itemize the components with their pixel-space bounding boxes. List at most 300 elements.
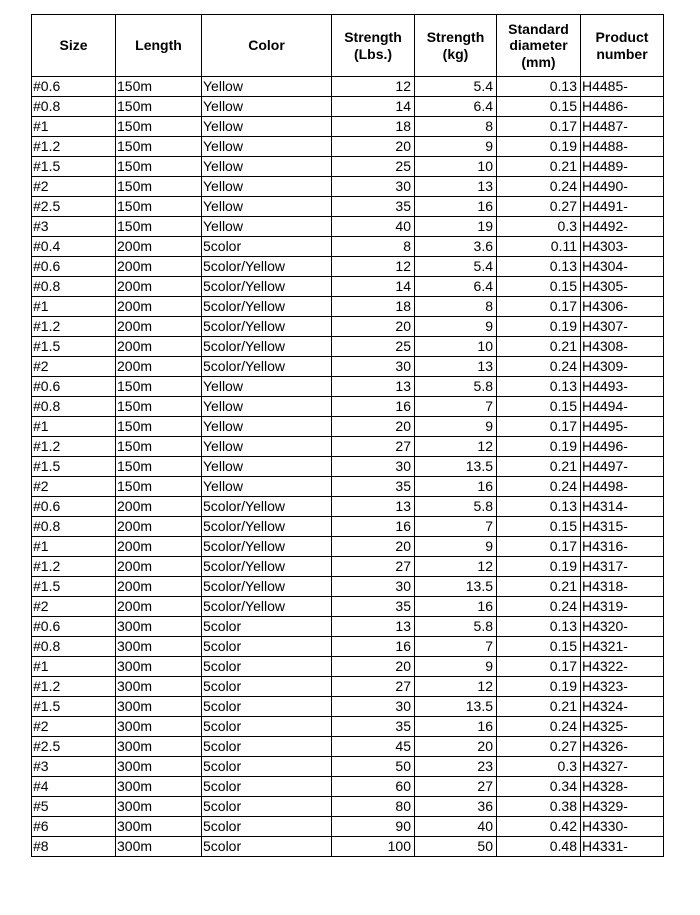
strength-kg-cell: 50 bbox=[415, 837, 497, 857]
diameter-cell: 0.13 bbox=[497, 497, 581, 517]
diameter-cell: 0.24 bbox=[497, 597, 581, 617]
length-cell: 200m bbox=[116, 597, 202, 617]
size-cell: #2 bbox=[32, 357, 116, 377]
product-number-cell: H4305- bbox=[581, 277, 664, 297]
length-cell: 200m bbox=[116, 357, 202, 377]
product-number-cell: H4318- bbox=[581, 577, 664, 597]
size-cell: #1 bbox=[32, 297, 116, 317]
size-cell: #0.6 bbox=[32, 377, 116, 397]
length-cell: 200m bbox=[116, 257, 202, 277]
table-row bbox=[32, 677, 664, 697]
strength-lbs-cell: 25 bbox=[332, 337, 415, 357]
color-cell: 5color/Yellow bbox=[202, 557, 332, 577]
size-cell: #1.2 bbox=[32, 317, 116, 337]
length-cell: 300m bbox=[116, 757, 202, 777]
product-number-cell: H4316- bbox=[581, 537, 664, 557]
size-cell: #1 bbox=[32, 117, 116, 137]
diameter-cell: 0.17 bbox=[497, 117, 581, 137]
table-row bbox=[32, 377, 664, 397]
table-row bbox=[32, 837, 664, 857]
product-number-cell: H4329- bbox=[581, 797, 664, 817]
product-number-cell: H4322- bbox=[581, 657, 664, 677]
length-cell: 150m bbox=[116, 417, 202, 437]
table-row bbox=[32, 97, 664, 117]
length-cell: 150m bbox=[116, 77, 202, 97]
product-number-cell: H4306- bbox=[581, 297, 664, 317]
color-cell: 5color bbox=[202, 657, 332, 677]
table-row bbox=[32, 617, 664, 637]
diameter-cell: 0.15 bbox=[497, 277, 581, 297]
length-cell: 200m bbox=[116, 277, 202, 297]
strength-lbs-cell: 60 bbox=[332, 777, 415, 797]
strength-kg-cell: 10 bbox=[415, 157, 497, 177]
size-cell: #8 bbox=[32, 837, 116, 857]
product-number-cell: H4327- bbox=[581, 757, 664, 777]
strength-kg-cell: 7 bbox=[415, 397, 497, 417]
diameter-cell: 0.19 bbox=[497, 557, 581, 577]
strength-lbs-cell: 45 bbox=[332, 737, 415, 757]
product-number-cell: H4303- bbox=[581, 237, 664, 257]
diameter-cell: 0.17 bbox=[497, 297, 581, 317]
product-number-cell: H4315- bbox=[581, 517, 664, 537]
product-number-cell: H4492- bbox=[581, 217, 664, 237]
table-row bbox=[32, 197, 664, 217]
color-cell: 5color bbox=[202, 817, 332, 837]
strength-kg-cell: 3.6 bbox=[415, 237, 497, 257]
size-cell: #0.6 bbox=[32, 617, 116, 637]
column-header-standard-diameter: Standard diameter (mm) bbox=[497, 15, 581, 77]
table-row bbox=[32, 657, 664, 677]
diameter-cell: 0.19 bbox=[497, 677, 581, 697]
strength-lbs-cell: 13 bbox=[332, 377, 415, 397]
color-cell: Yellow bbox=[202, 77, 332, 97]
product-number-cell: H4307- bbox=[581, 317, 664, 337]
strength-lbs-cell: 30 bbox=[332, 577, 415, 597]
length-cell: 200m bbox=[116, 537, 202, 557]
strength-kg-cell: 13 bbox=[415, 357, 497, 377]
color-cell: 5color/Yellow bbox=[202, 497, 332, 517]
size-cell: #3 bbox=[32, 217, 116, 237]
strength-lbs-cell: 27 bbox=[332, 437, 415, 457]
strength-lbs-cell: 25 bbox=[332, 157, 415, 177]
strength-kg-cell: 13 bbox=[415, 177, 497, 197]
table-row bbox=[32, 357, 664, 377]
table-row bbox=[32, 397, 664, 417]
color-cell: 5color bbox=[202, 797, 332, 817]
diameter-cell: 0.21 bbox=[497, 577, 581, 597]
diameter-cell: 0.17 bbox=[497, 537, 581, 557]
table-row bbox=[32, 177, 664, 197]
table-header-row bbox=[32, 15, 664, 77]
length-cell: 300m bbox=[116, 817, 202, 837]
diameter-cell: 0.13 bbox=[497, 617, 581, 637]
table-row bbox=[32, 237, 664, 257]
table-row bbox=[32, 777, 664, 797]
length-cell: 150m bbox=[116, 117, 202, 137]
strength-kg-cell: 12 bbox=[415, 677, 497, 697]
length-cell: 300m bbox=[116, 697, 202, 717]
color-cell: 5color/Yellow bbox=[202, 317, 332, 337]
color-cell: Yellow bbox=[202, 197, 332, 217]
table-row bbox=[32, 457, 664, 477]
diameter-cell: 0.11 bbox=[497, 237, 581, 257]
diameter-cell: 0.48 bbox=[497, 837, 581, 857]
color-cell: 5color/Yellow bbox=[202, 517, 332, 537]
size-cell: #2 bbox=[32, 717, 116, 737]
diameter-cell: 0.15 bbox=[497, 397, 581, 417]
size-cell: #2 bbox=[32, 477, 116, 497]
strength-kg-cell: 9 bbox=[415, 137, 497, 157]
size-cell: #0.8 bbox=[32, 637, 116, 657]
strength-kg-cell: 5.4 bbox=[415, 77, 497, 97]
strength-kg-cell: 8 bbox=[415, 117, 497, 137]
size-cell: #0.8 bbox=[32, 277, 116, 297]
length-cell: 150m bbox=[116, 157, 202, 177]
length-cell: 300m bbox=[116, 617, 202, 637]
color-cell: 5color bbox=[202, 697, 332, 717]
size-cell: #1.5 bbox=[32, 457, 116, 477]
length-cell: 150m bbox=[116, 477, 202, 497]
size-cell: #0.8 bbox=[32, 97, 116, 117]
diameter-cell: 0.15 bbox=[497, 637, 581, 657]
strength-lbs-cell: 14 bbox=[332, 277, 415, 297]
diameter-cell: 0.21 bbox=[497, 697, 581, 717]
diameter-cell: 0.27 bbox=[497, 197, 581, 217]
strength-kg-cell: 7 bbox=[415, 637, 497, 657]
column-header-length: Length bbox=[116, 15, 202, 77]
strength-lbs-cell: 100 bbox=[332, 837, 415, 857]
length-cell: 200m bbox=[116, 337, 202, 357]
strength-kg-cell: 5.4 bbox=[415, 257, 497, 277]
product-number-cell: H4309- bbox=[581, 357, 664, 377]
table-row bbox=[32, 297, 664, 317]
diameter-cell: 0.13 bbox=[497, 377, 581, 397]
color-cell: 5color bbox=[202, 777, 332, 797]
color-cell: 5color bbox=[202, 677, 332, 697]
table-row bbox=[32, 137, 664, 157]
strength-kg-cell: 10 bbox=[415, 337, 497, 357]
size-cell: #1 bbox=[32, 537, 116, 557]
strength-lbs-cell: 13 bbox=[332, 497, 415, 517]
size-cell: #1.2 bbox=[32, 137, 116, 157]
color-cell: Yellow bbox=[202, 137, 332, 157]
size-cell: #6 bbox=[32, 817, 116, 837]
strength-lbs-cell: 80 bbox=[332, 797, 415, 817]
size-cell: #1.5 bbox=[32, 577, 116, 597]
strength-kg-cell: 16 bbox=[415, 477, 497, 497]
product-number-cell: H4496- bbox=[581, 437, 664, 457]
strength-lbs-cell: 35 bbox=[332, 597, 415, 617]
color-cell: 5color/Yellow bbox=[202, 597, 332, 617]
color-cell: Yellow bbox=[202, 397, 332, 417]
length-cell: 150m bbox=[116, 97, 202, 117]
strength-lbs-cell: 20 bbox=[332, 317, 415, 337]
color-cell: 5color/Yellow bbox=[202, 357, 332, 377]
diameter-cell: 0.3 bbox=[497, 217, 581, 237]
product-number-cell: H4304- bbox=[581, 257, 664, 277]
diameter-cell: 0.24 bbox=[497, 717, 581, 737]
length-cell: 150m bbox=[116, 177, 202, 197]
strength-lbs-cell: 18 bbox=[332, 117, 415, 137]
color-cell: 5color bbox=[202, 737, 332, 757]
size-cell: #5 bbox=[32, 797, 116, 817]
length-cell: 200m bbox=[116, 317, 202, 337]
table-row bbox=[32, 497, 664, 517]
color-cell: 5color/Yellow bbox=[202, 257, 332, 277]
strength-lbs-cell: 30 bbox=[332, 357, 415, 377]
product-number-cell: H4321- bbox=[581, 637, 664, 657]
product-number-cell: H4325- bbox=[581, 717, 664, 737]
strength-lbs-cell: 30 bbox=[332, 697, 415, 717]
size-cell: #1 bbox=[32, 657, 116, 677]
strength-kg-cell: 5.8 bbox=[415, 377, 497, 397]
length-cell: 150m bbox=[116, 377, 202, 397]
strength-kg-cell: 9 bbox=[415, 537, 497, 557]
size-cell: #1.2 bbox=[32, 677, 116, 697]
product-number-cell: H4489- bbox=[581, 157, 664, 177]
column-header-color: Color bbox=[202, 15, 332, 77]
product-number-cell: H4486- bbox=[581, 97, 664, 117]
product-number-cell: H4323- bbox=[581, 677, 664, 697]
length-cell: 200m bbox=[116, 297, 202, 317]
product-number-cell: H4497- bbox=[581, 457, 664, 477]
strength-lbs-cell: 40 bbox=[332, 217, 415, 237]
table-row bbox=[32, 477, 664, 497]
size-cell: #2.5 bbox=[32, 737, 116, 757]
strength-lbs-cell: 30 bbox=[332, 457, 415, 477]
color-cell: Yellow bbox=[202, 217, 332, 237]
table-row bbox=[32, 277, 664, 297]
color-cell: Yellow bbox=[202, 177, 332, 197]
product-number-cell: H4491- bbox=[581, 197, 664, 217]
strength-kg-cell: 23 bbox=[415, 757, 497, 777]
color-cell: Yellow bbox=[202, 157, 332, 177]
diameter-cell: 0.3 bbox=[497, 757, 581, 777]
table-row bbox=[32, 117, 664, 137]
diameter-cell: 0.27 bbox=[497, 737, 581, 757]
diameter-cell: 0.21 bbox=[497, 457, 581, 477]
color-cell: 5color/Yellow bbox=[202, 277, 332, 297]
product-number-cell: H4314- bbox=[581, 497, 664, 517]
strength-lbs-cell: 35 bbox=[332, 717, 415, 737]
strength-lbs-cell: 20 bbox=[332, 537, 415, 557]
strength-kg-cell: 16 bbox=[415, 197, 497, 217]
length-cell: 200m bbox=[116, 577, 202, 597]
column-header-strength-lbs: Strength (Lbs.) bbox=[332, 15, 415, 77]
size-cell: #3 bbox=[32, 757, 116, 777]
length-cell: 300m bbox=[116, 657, 202, 677]
product-number-cell: H4487- bbox=[581, 117, 664, 137]
strength-lbs-cell: 50 bbox=[332, 757, 415, 777]
strength-kg-cell: 13.5 bbox=[415, 457, 497, 477]
table-row bbox=[32, 157, 664, 177]
strength-kg-cell: 12 bbox=[415, 557, 497, 577]
strength-kg-cell: 8 bbox=[415, 297, 497, 317]
table-row bbox=[32, 217, 664, 237]
strength-kg-cell: 5.8 bbox=[415, 617, 497, 637]
table-row bbox=[32, 77, 664, 97]
diameter-cell: 0.42 bbox=[497, 817, 581, 837]
strength-lbs-cell: 12 bbox=[332, 257, 415, 277]
size-cell: #2 bbox=[32, 597, 116, 617]
strength-kg-cell: 16 bbox=[415, 717, 497, 737]
diameter-cell: 0.13 bbox=[497, 257, 581, 277]
color-cell: 5color bbox=[202, 617, 332, 637]
size-cell: #0.6 bbox=[32, 77, 116, 97]
table-row bbox=[32, 817, 664, 837]
diameter-cell: 0.24 bbox=[497, 177, 581, 197]
diameter-cell: 0.15 bbox=[497, 517, 581, 537]
color-cell: 5color/Yellow bbox=[202, 577, 332, 597]
table-row bbox=[32, 697, 664, 717]
color-cell: Yellow bbox=[202, 457, 332, 477]
product-number-cell: H4498- bbox=[581, 477, 664, 497]
color-cell: 5color bbox=[202, 837, 332, 857]
product-number-cell: H4330- bbox=[581, 817, 664, 837]
size-cell: #1.5 bbox=[32, 157, 116, 177]
strength-kg-cell: 12 bbox=[415, 437, 497, 457]
strength-lbs-cell: 27 bbox=[332, 557, 415, 577]
product-number-cell: H4488- bbox=[581, 137, 664, 157]
length-cell: 200m bbox=[116, 517, 202, 537]
strength-lbs-cell: 35 bbox=[332, 197, 415, 217]
color-cell: 5color bbox=[202, 237, 332, 257]
length-cell: 150m bbox=[116, 217, 202, 237]
diameter-cell: 0.24 bbox=[497, 477, 581, 497]
size-cell: #0.6 bbox=[32, 497, 116, 517]
strength-kg-cell: 20 bbox=[415, 737, 497, 757]
strength-lbs-cell: 16 bbox=[332, 517, 415, 537]
diameter-cell: 0.19 bbox=[497, 437, 581, 457]
strength-lbs-cell: 90 bbox=[332, 817, 415, 837]
length-cell: 200m bbox=[116, 557, 202, 577]
strength-kg-cell: 6.4 bbox=[415, 97, 497, 117]
table-row bbox=[32, 577, 664, 597]
diameter-cell: 0.13 bbox=[497, 77, 581, 97]
table-row bbox=[32, 557, 664, 577]
size-cell: #2 bbox=[32, 177, 116, 197]
diameter-cell: 0.34 bbox=[497, 777, 581, 797]
length-cell: 200m bbox=[116, 237, 202, 257]
diameter-cell: 0.19 bbox=[497, 137, 581, 157]
strength-kg-cell: 36 bbox=[415, 797, 497, 817]
diameter-cell: 0.19 bbox=[497, 317, 581, 337]
length-cell: 300m bbox=[116, 637, 202, 657]
color-cell: 5color/Yellow bbox=[202, 337, 332, 357]
table-body bbox=[32, 77, 664, 857]
size-cell: #1.2 bbox=[32, 437, 116, 457]
diameter-cell: 0.38 bbox=[497, 797, 581, 817]
length-cell: 200m bbox=[116, 497, 202, 517]
strength-lbs-cell: 18 bbox=[332, 297, 415, 317]
length-cell: 150m bbox=[116, 197, 202, 217]
product-number-cell: H4317- bbox=[581, 557, 664, 577]
length-cell: 300m bbox=[116, 837, 202, 857]
product-number-cell: H4485- bbox=[581, 77, 664, 97]
strength-kg-cell: 19 bbox=[415, 217, 497, 237]
size-cell: #4 bbox=[32, 777, 116, 797]
length-cell: 300m bbox=[116, 677, 202, 697]
product-number-cell: H4328- bbox=[581, 777, 664, 797]
diameter-cell: 0.15 bbox=[497, 97, 581, 117]
diameter-cell: 0.17 bbox=[497, 417, 581, 437]
column-header-strength-kg: Strength (kg) bbox=[415, 15, 497, 77]
size-cell: #1.5 bbox=[32, 337, 116, 357]
product-number-cell: H4324- bbox=[581, 697, 664, 717]
table-row bbox=[32, 637, 664, 657]
strength-lbs-cell: 8 bbox=[332, 237, 415, 257]
strength-kg-cell: 13.5 bbox=[415, 697, 497, 717]
strength-kg-cell: 9 bbox=[415, 657, 497, 677]
product-number-cell: H4495- bbox=[581, 417, 664, 437]
strength-kg-cell: 9 bbox=[415, 317, 497, 337]
table-row bbox=[32, 337, 664, 357]
diameter-cell: 0.21 bbox=[497, 337, 581, 357]
color-cell: 5color bbox=[202, 717, 332, 737]
length-cell: 150m bbox=[116, 457, 202, 477]
product-number-cell: H4326- bbox=[581, 737, 664, 757]
strength-lbs-cell: 16 bbox=[332, 637, 415, 657]
table-row bbox=[32, 257, 664, 277]
length-cell: 150m bbox=[116, 397, 202, 417]
size-cell: #1.2 bbox=[32, 557, 116, 577]
table-row bbox=[32, 317, 664, 337]
diameter-cell: 0.21 bbox=[497, 157, 581, 177]
length-cell: 150m bbox=[116, 437, 202, 457]
length-cell: 300m bbox=[116, 737, 202, 757]
size-cell: #2.5 bbox=[32, 197, 116, 217]
table-row bbox=[32, 597, 664, 617]
strength-kg-cell: 40 bbox=[415, 817, 497, 837]
strength-lbs-cell: 13 bbox=[332, 617, 415, 637]
diameter-cell: 0.24 bbox=[497, 357, 581, 377]
column-header-size: Size bbox=[32, 15, 116, 77]
color-cell: Yellow bbox=[202, 97, 332, 117]
product-number-cell: H4331- bbox=[581, 837, 664, 857]
product-number-cell: H4319- bbox=[581, 597, 664, 617]
length-cell: 150m bbox=[116, 137, 202, 157]
product-number-cell: H4320- bbox=[581, 617, 664, 637]
strength-lbs-cell: 20 bbox=[332, 137, 415, 157]
product-number-cell: H4493- bbox=[581, 377, 664, 397]
strength-kg-cell: 16 bbox=[415, 597, 497, 617]
table-row bbox=[32, 517, 664, 537]
table-row bbox=[32, 757, 664, 777]
size-cell: #1.5 bbox=[32, 697, 116, 717]
table-row bbox=[32, 717, 664, 737]
table-row bbox=[32, 797, 664, 817]
strength-lbs-cell: 14 bbox=[332, 97, 415, 117]
color-cell: 5color bbox=[202, 757, 332, 777]
length-cell: 300m bbox=[116, 717, 202, 737]
color-cell: Yellow bbox=[202, 477, 332, 497]
strength-kg-cell: 5.8 bbox=[415, 497, 497, 517]
strength-lbs-cell: 35 bbox=[332, 477, 415, 497]
length-cell: 300m bbox=[116, 777, 202, 797]
size-cell: #0.8 bbox=[32, 397, 116, 417]
diameter-cell: 0.17 bbox=[497, 657, 581, 677]
product-number-cell: H4490- bbox=[581, 177, 664, 197]
product-number-cell: H4308- bbox=[581, 337, 664, 357]
color-cell: Yellow bbox=[202, 417, 332, 437]
product-spec-table bbox=[31, 14, 664, 857]
color-cell: 5color/Yellow bbox=[202, 537, 332, 557]
color-cell: 5color/Yellow bbox=[202, 297, 332, 317]
strength-kg-cell: 6.4 bbox=[415, 277, 497, 297]
length-cell: 300m bbox=[116, 797, 202, 817]
strength-kg-cell: 27 bbox=[415, 777, 497, 797]
strength-lbs-cell: 20 bbox=[332, 657, 415, 677]
